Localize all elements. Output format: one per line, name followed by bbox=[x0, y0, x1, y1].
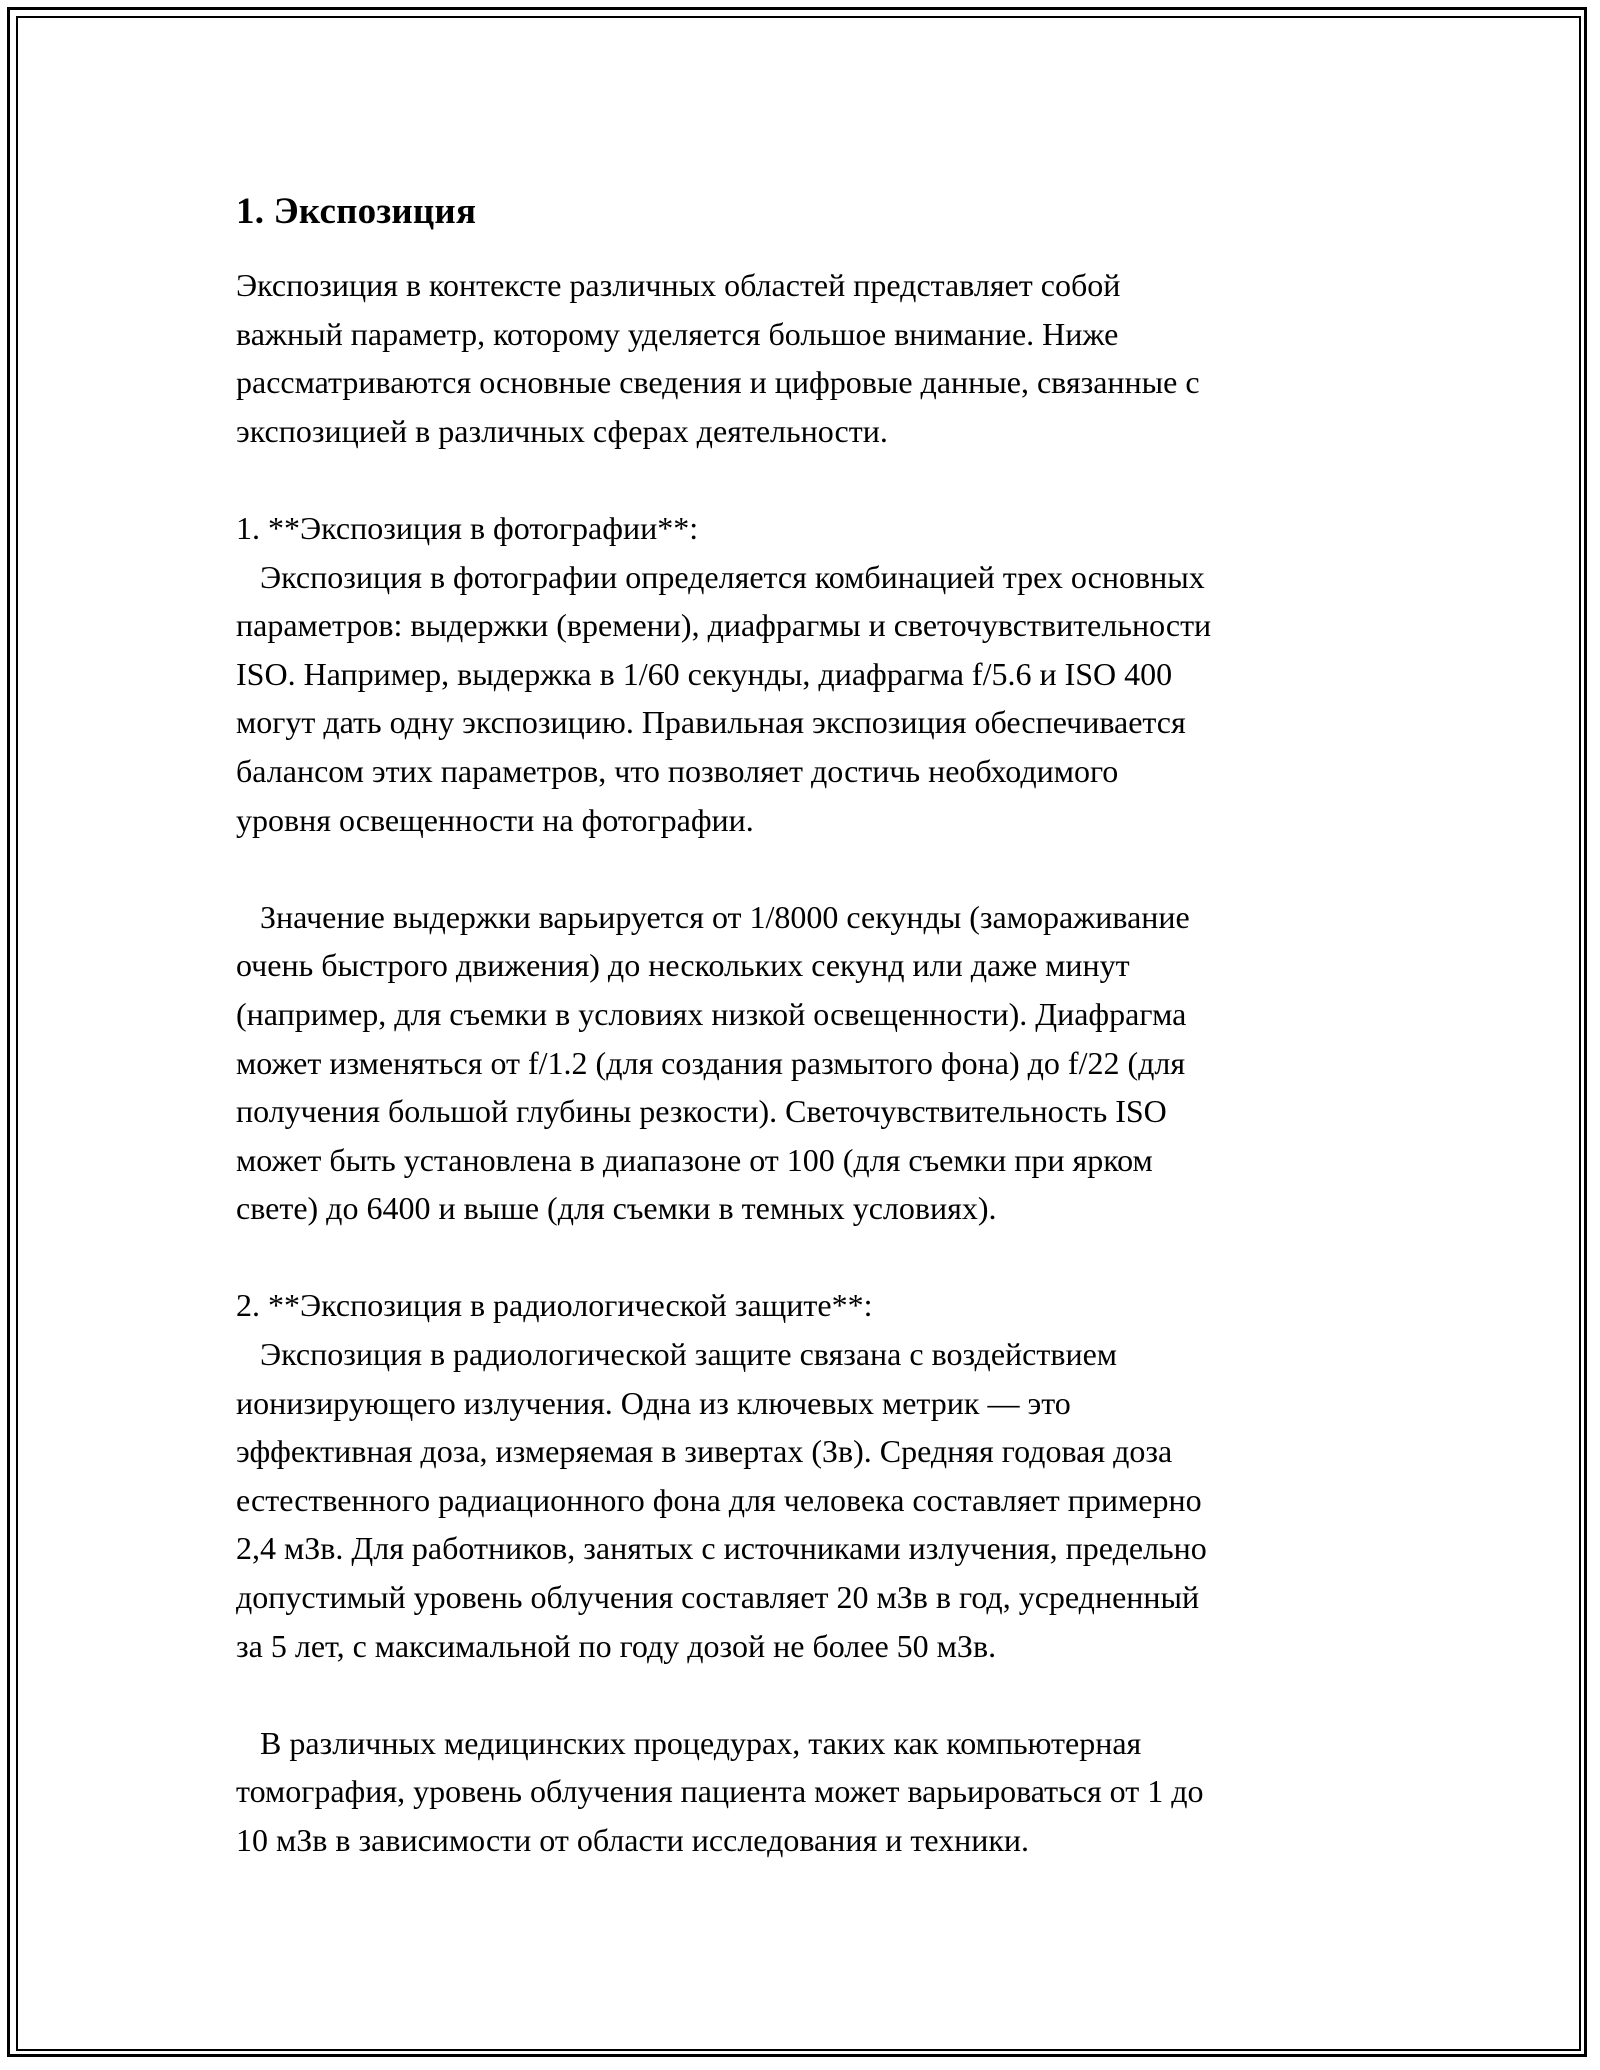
photography-paragraph-2: Значение выдержки варьируется от 1/8000 секунды (замораживание очень быстрого движения) до нескольких секунд или даже минут (например, для съемки в условиях низкой освещенности). Диафрагма может изменяться от f/1.2 (для создания размытого фона) до f/22 (для получения большой глубины резкости). Светочувствительность ISO может быть установлена в диапазоне от 100 (для съемки при ярком свете) до 6400 и выше (для съемки в темных условиях). bbox=[236, 898, 1190, 1227]
section-title-radiation: 2. **Экспозиция в радиологической защите**: bbox=[236, 1287, 873, 1324]
photography-paragraph-1: Экспозиция в фотографии определяется комбинацией трех основных параметров: выдержки (времени), диафрагмы и светочувствительности ISO. Например, выдержка в 1/60 секунды, диафрагма f/5.6 и ISO 400 могут дать одну экспозицию. Правильная экспозиция обеспечивается балансом этих параметров, что позволяет достичь необходимого уровня освещенности на фотографии. bbox=[236, 558, 1212, 838]
radiation-paragraph-1: Экспозиция в радиологической защите связана с воздействием ионизирующего излучения. Одна из ключевых метрик — это эффективная доза, измеряемая в зивертах (Зв). Средняя годовая доза естественного радиационного фона для человека составляет примерно 2,4 мЗв. Для работников, занятых с источниками излучения, предельно допустимый уровень облучения составляет 20 мЗв в год, усредненный за 5 лет, с максимальной по году дозой не более 50 мЗв. bbox=[236, 1336, 1207, 1664]
document-body bbox=[236, 184, 1376, 1865]
paragraph-gap bbox=[236, 455, 1376, 504]
section-heading: 1. Экспозиция bbox=[236, 191, 477, 232]
paragraph-gap bbox=[236, 844, 1376, 893]
intro-paragraph: Экспозиция в контексте различных областей представляет собой важный параметр, которому уделяется большое внимание. Ниже рассматриваются основные сведения и цифровые данные, связанные с экспозицией в различных сферах деятельности. bbox=[236, 267, 1200, 449]
paragraph-gap bbox=[236, 1670, 1376, 1719]
paragraph-gap bbox=[236, 1233, 1376, 1282]
section-title-photography: 1. **Экспозиция в фотографии**: bbox=[236, 509, 699, 546]
radiation-paragraph-2: В различных медицинских процедурах, таких как компьютерная томография, уровень облучения пациента может варьироваться от 1 до 10 мЗв в зависимости от области исследования и техники. bbox=[236, 1724, 1204, 1858]
section-photography bbox=[236, 504, 1376, 1233]
section-radiation-protection bbox=[236, 1281, 1376, 1864]
